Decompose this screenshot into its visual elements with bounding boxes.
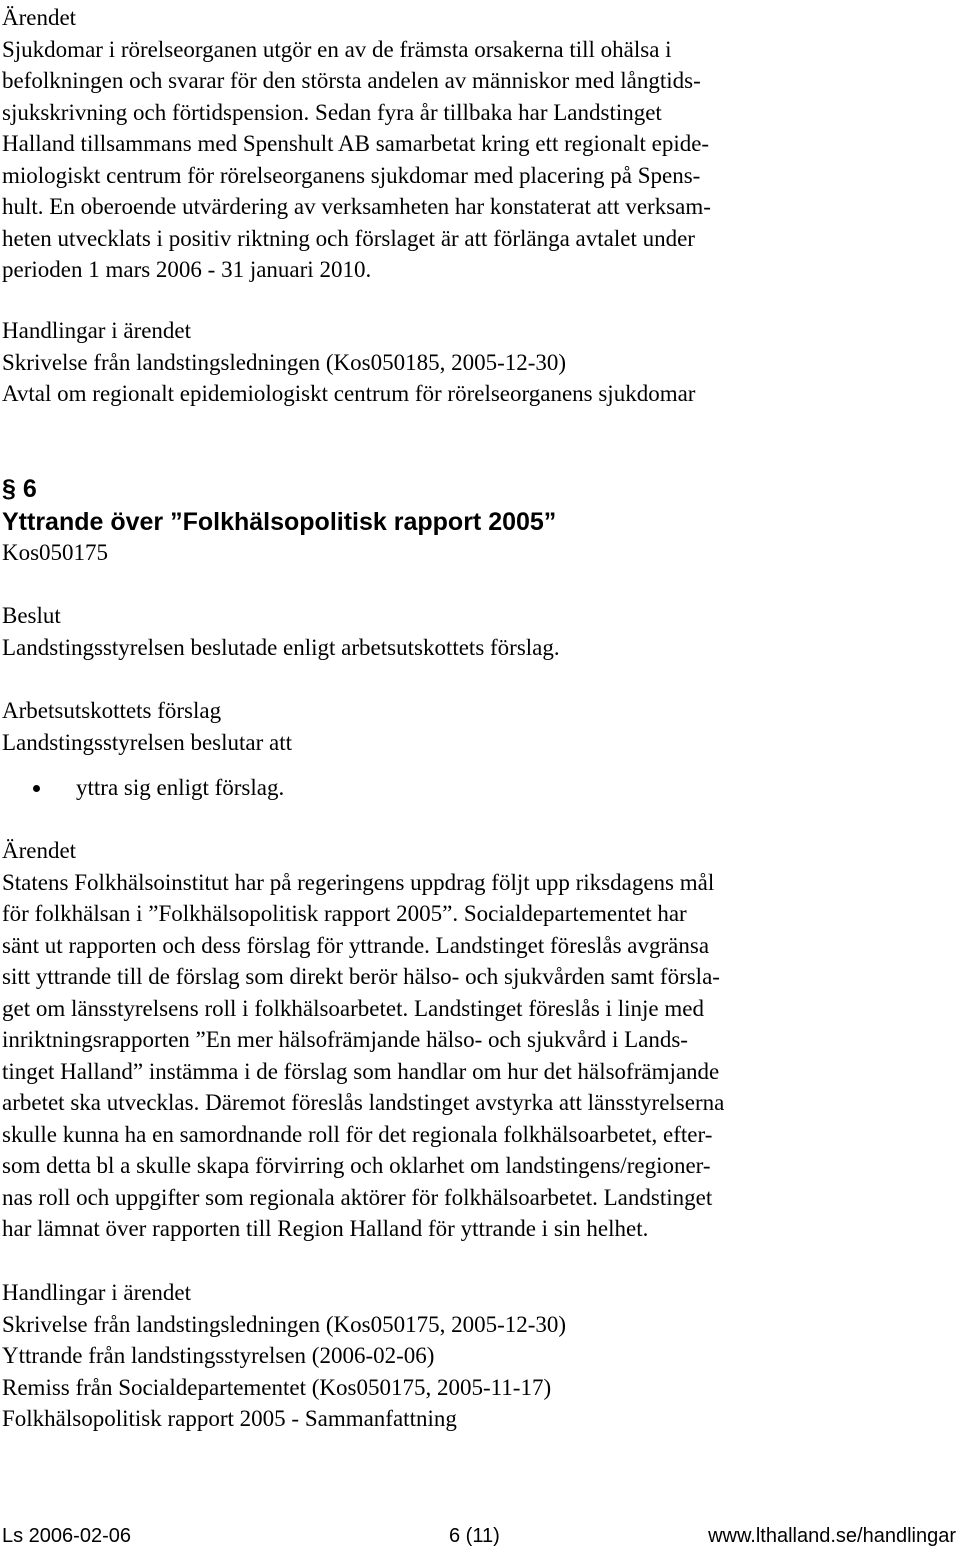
beslut-heading: Beslut: [2, 603, 61, 628]
arendet-2-line: tinget Halland” instämma i de förslag som handlar om hur det hälsofrämjande: [2, 1058, 720, 1084]
arendet-2-line: har lämnat över rapporten till Region Halland för yttrande i sin helhet.: [2, 1216, 649, 1241]
arendet-2-line: för folkhälsan i ”Folkhälsopolitisk rapport 2005”. Socialdepartementet har: [2, 901, 687, 926]
arendet-2-line: sänt ut rapporten och dess förslag för yttrande. Landstinget föreslås avgränsa: [2, 932, 710, 958]
arendet-2-line: skulle kunna ha en samordnande roll för det regionala folkhälsoarbetet, efter-: [2, 1121, 713, 1147]
paragraph-ref-text: Kos050175: [2, 540, 109, 565]
arendet-2-line: inriktningsrapporten ”En mer hälsofrämjande hälso- och sjukvård i Lands-: [2, 1027, 688, 1052]
footer-date: Ls 2006-02-06: [2, 1525, 131, 1547]
handlingar-2-item: Yttrande från landstingsstyrelsen (2006-02-06): [2, 1343, 435, 1368]
paragraph-ref: [2, 537, 872, 569]
arendet-1-line: miologiskt centrum för rörelseorganens sjukdomar med placering på Spens-: [2, 162, 701, 188]
handlingar-heading-1: Handlingar i ärendet: [2, 318, 192, 343]
handlingar-section-2: [2, 1277, 872, 1435]
handlingar-1-item: Skrivelse från landstingsledningen (Kos050185, 2005-12-30): [2, 349, 567, 375]
arendet-1-line: Halland tillsammans med Spenshult AB samarbetat kring ett regionalt epide-: [2, 131, 710, 156]
arendet-2-line: Statens Folkhälsoinstitut har på regeringens uppdrag följt upp riksdagens mål: [2, 869, 715, 895]
arendet-2-line: sitt yttrande till de förslag som direkt berör hälso- och sjukvården samt försla-: [2, 964, 720, 989]
beslut-section: [2, 600, 872, 663]
arendet-1-line: perioden 1 mars 2006 - 31 januari 2010.: [2, 257, 372, 282]
handlingar-2-item: Folkhälsopolitisk rapport 2005 - Sammanfattning: [2, 1406, 457, 1431]
handlingar-section-1: [2, 315, 872, 410]
arendet-2-line: arbetet ska utvecklas. Däremot föreslås landstinget avstyrka att länsstyrelserna: [2, 1090, 725, 1115]
beslut-text: Landstingsstyrelsen beslutade enligt arbetsutskottets förslag.: [2, 634, 560, 660]
paragraph-number-value: 6: [22, 475, 37, 503]
forslag-heading: Arbetsutskottets förslag: [2, 698, 222, 723]
arendet-heading-1: Ärendet: [2, 5, 77, 30]
arendet-2-line: som detta bl a skulle skapa förvirring och oklarhet om landstingens/regioner-: [2, 1153, 711, 1178]
arendet-heading-2: Ärendet: [2, 838, 77, 863]
arendet-2-line: nas roll och uppgifter som regionala aktörer för folkhälsoarbetet. Landstinget: [2, 1184, 713, 1210]
forslag-section: [2, 695, 872, 758]
arendet-1-line: Sjukdomar i rörelseorganen utgör en av de främsta orsakerna till ohälsa i: [2, 36, 672, 62]
arendet-1-line: sjukskrivning och förtidspension. Sedan fyra år tillbaka har Landstinget: [2, 99, 662, 125]
footer-page-number: 6 (11): [449, 1525, 500, 1547]
arendet-2-line: get om länsstyrelsens roll i folkhälsoarbetet. Landstinget föreslås i linje med: [2, 995, 704, 1021]
arendet-1-line: hult. En oberoende utvärdering av verksamheten har konstaterat att verksam-: [2, 194, 711, 219]
paragraph-number: [2, 472, 37, 506]
paragraph-title: Yttrande över ”Folkhälsopolitisk rapport 2005”: [2, 508, 557, 536]
forslag-text: Landstingsstyrelsen beslutar att: [2, 729, 292, 755]
arendet-section-1: [2, 2, 872, 286]
handlingar-1-item: Avtal om regionalt epidemiologiskt centrum för rörelseorganens sjukdomar: [2, 381, 696, 406]
bullet-icon: [33, 785, 40, 792]
arendet-1-line: heten utvecklats i positiv riktning och förslaget är att förlänga avtalet under: [2, 225, 695, 251]
forslag-bullet-item: [0, 772, 700, 804]
forslag-bullet-text: yttra sig enligt förslag.: [76, 775, 285, 800]
footer-url-link[interactable]: www.lthalland.se/handlingar: [708, 1525, 956, 1547]
paragraph-symbol: §: [2, 475, 16, 503]
handlingar-heading-2: Handlingar i ärendet: [2, 1280, 192, 1305]
arendet-section-2: [2, 835, 872, 1245]
handlingar-2-item: Skrivelse från landstingsledningen (Kos050175, 2005-12-30): [2, 1311, 567, 1337]
handlingar-2-item: Remiss från Socialdepartementet (Kos050175, 2005-11-17): [2, 1374, 552, 1400]
arendet-1-line: befolkningen och svarar för den största andelen av människor med långtids-: [2, 68, 701, 93]
